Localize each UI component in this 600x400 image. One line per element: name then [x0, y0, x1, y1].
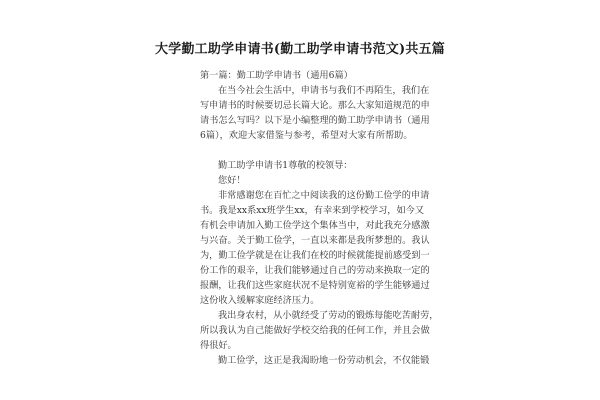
- body-line: 得很好。: [200, 340, 237, 351]
- body-line: 这份收入缓解家庭经济压力。: [200, 295, 320, 306]
- body-line: 勤工俭学，这正是我渴盼地一份劳动机会，不仅能锻: [218, 355, 430, 366]
- letter-greeting: 您好！: [218, 175, 246, 186]
- body-line: 有机会申请加入勤工俭学这个集体当中，对此我充分感激: [200, 220, 430, 231]
- body-line: 报酬，让我们这些家庭状况不是特别宽裕的学生能够通过: [200, 280, 430, 291]
- intro-line: 请书怎么写吗？以下是小编整理的勤工助学申请书（通用: [200, 115, 430, 126]
- body-line: 书。我是xx系xx班学生xx，有幸来到学校学习，如今又: [200, 205, 425, 216]
- body-line: 与兴奋。关于勤工俭学，一直以来都是我所梦想的。我认: [200, 235, 430, 246]
- section-heading: 第一篇：勤工助学申请书（通用6篇）: [200, 70, 353, 81]
- body-line: 我出身农村，从小就经受了劳动的锻炼每能吃苦耐劳，: [218, 310, 439, 321]
- document-title: 大学勤工助学申请书(勤工助学申请书范文)共五篇: [155, 42, 445, 57]
- body-line: 非常感谢您在百忙之中阅读我的这份勤工俭学的申请: [218, 190, 430, 201]
- intro-line: 6篇），欢迎大家借鉴与参考，希望对大家有所帮助。: [200, 130, 413, 141]
- body-line: 份工作的艰辛，让我们能够通过自己的劳动来换取一定的: [200, 265, 430, 276]
- letter-heading: 勤工助学申请书1尊敬的校领导：: [218, 160, 353, 171]
- intro-line: 在当今社会生活中，申请书与我们不再陌生，我们在: [218, 85, 430, 96]
- intro-line: 写申请书的时候要切忌长篇大论。那么大家知道规范的申: [200, 100, 430, 111]
- body-line: 所以我认为自己能做好学校交给我的任何工作，并且会做: [200, 325, 430, 336]
- body-line: 为，勤工俭学就是在让我们在校的时候就能提前感受到一: [200, 250, 430, 261]
